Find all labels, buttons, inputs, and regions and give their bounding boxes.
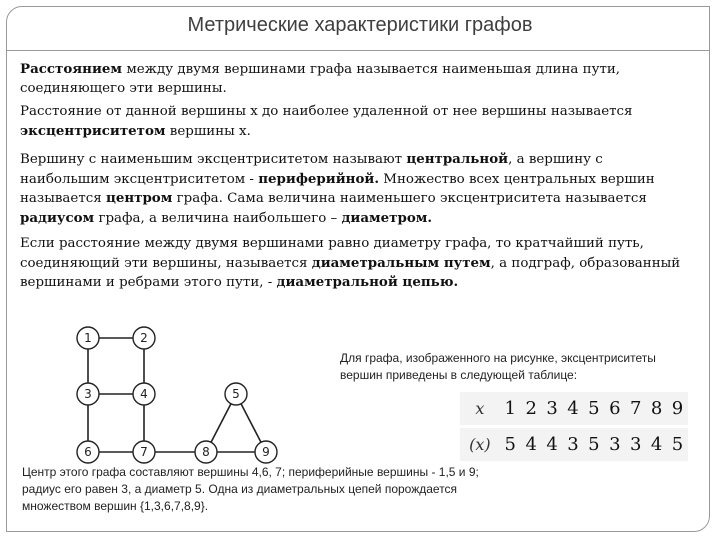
graph-vertex-label: 7: [140, 445, 148, 459]
term-eccentricity: эксцентриситетом: [20, 122, 166, 139]
definition-diametral-path: [20, 235, 696, 293]
graph-vertex-9: [255, 441, 277, 463]
text-segment: , а вершину с наибольшим эксцентриситетом -: [20, 152, 603, 187]
text-segment: между двумя вершинами графа называется наименьшая длина пути, соединяющего эти вершины.: [20, 62, 621, 96]
definition-center-radius-diameter: [20, 150, 696, 228]
eccentricity-cell: 3: [567, 434, 579, 455]
text-segment: , а подграф, образованный вершинами и ребрами этого пути, -: [20, 255, 681, 290]
eccentricity-cell: 4: [525, 434, 537, 455]
vertex-cell: 3: [546, 398, 558, 419]
graph-vertex-5: [225, 383, 247, 405]
definition-distance: [20, 60, 696, 98]
vertex-cell: 9: [671, 398, 684, 419]
vertex-row-label: x: [475, 399, 485, 418]
conclusion-text: Центр этого графа составляют вершины 4,6, 7; периферийные вершины - 1,5 и 9; радиус его равен 3, а диаметр 5. Одна из диаметральных цепей порождается множеством вершин {1,3,6,7,8,9}.: [22, 465, 479, 513]
eccentricity-table: [460, 392, 688, 462]
graph-vertex-label: 5: [232, 387, 240, 401]
eccentricity-cell: 5: [504, 434, 516, 455]
eccentricity-cell: 4: [650, 434, 663, 455]
term-diametral-chain: диаметральной цепью.: [276, 274, 459, 290]
text-segment: вершины х.: [165, 123, 251, 139]
eccentricity-cell: 4: [546, 434, 558, 455]
text-segment: Вершину с наименьшим эксцентриситетом называют: [20, 152, 407, 167]
vertex-cell: 1: [504, 398, 516, 419]
vertex-cell: 6: [609, 398, 621, 419]
term-central: центральной: [406, 151, 509, 167]
term-diameter: диаметром.: [341, 209, 433, 226]
eccentricity-cell: 5: [671, 434, 684, 455]
term-center: центром: [105, 190, 173, 206]
slide-title: Метрические характеристики графов: [187, 14, 533, 36]
graph-vertex-label: 2: [140, 331, 148, 345]
vertex-cell: 2: [525, 398, 537, 419]
graph-vertex-8: [195, 441, 217, 463]
eccentricity-row-label: (x): [469, 435, 491, 454]
text-segment: Множество всех центральных вершин называется: [20, 171, 655, 206]
definition-eccentricity: [20, 103, 696, 141]
term-peripheral: периферийной.: [258, 170, 379, 187]
table-caption: Для графа, изображенного на рисунке, эксцентриситеты вершин приведены в следующей таблице:: [340, 351, 656, 382]
text-segment: графа, а величина наибольшего –: [94, 210, 342, 226]
graph-vertex-label: 9: [262, 445, 270, 459]
vertex-cell: 4: [567, 398, 579, 419]
graph-vertex-label: 8: [202, 445, 210, 459]
graph-vertex-label: 1: [84, 331, 92, 345]
graph-vertex-1: [77, 327, 99, 349]
graph-vertex-2: [133, 327, 155, 349]
text-segment: Расстояние от данной вершины х до наиболее удаленной от нее вершины называется: [20, 104, 633, 119]
vertex-cell: 5: [588, 398, 600, 419]
graph-diagram: [60, 316, 310, 466]
graph-vertex-4: [133, 383, 155, 405]
eccentricity-cell: 3: [629, 434, 642, 455]
text-segment: графа. Сама величина наименьшего эксцентриситета называется: [172, 191, 647, 206]
vertex-cell: 7: [629, 398, 642, 419]
graph-vertex-3: [77, 383, 99, 405]
term-radius: радиусом: [20, 209, 95, 226]
term-diametral-path: диаметральным путем: [311, 254, 491, 271]
vertex-cell: 8: [650, 398, 663, 419]
graph-vertex-6: [77, 441, 99, 463]
graph-vertex-7: [133, 441, 155, 463]
eccentricity-row: [460, 428, 688, 461]
vertex-row: [460, 392, 688, 425]
title-divider: [6, 50, 710, 51]
graph-vertex-label: 3: [84, 387, 92, 401]
graph-vertex-label: 6: [84, 445, 92, 459]
eccentricity-cell: 3: [609, 434, 621, 455]
graph-vertex-label: 4: [140, 387, 148, 401]
text-segment: Если расстояние между двумя вершинами равно диаметру графа, то кратчайший путь, соединяющий эти вершины, называется: [20, 236, 644, 271]
eccentricity-cell: 5: [588, 434, 600, 455]
term-distance: Расстоянием: [20, 61, 123, 77]
